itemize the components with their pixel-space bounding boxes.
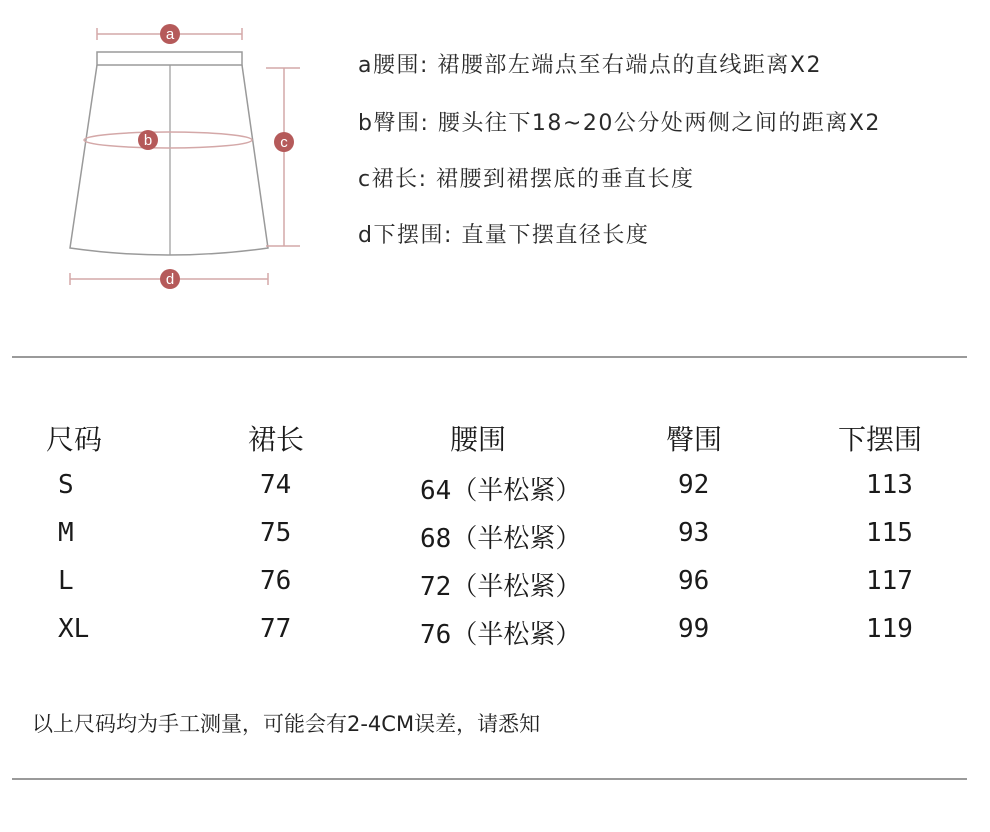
legend-separator: : — [420, 111, 430, 136]
divider-top — [12, 356, 967, 358]
legend-label: b臀围 — [358, 111, 421, 136]
header-hem: 下摆围 — [838, 423, 923, 456]
header-size: 尺码 — [46, 423, 103, 456]
legend-separator: : — [443, 223, 453, 248]
cell-hem: 113 — [866, 470, 913, 500]
cell-waist — [420, 518, 581, 555]
header-waist: 腰围 — [450, 423, 507, 456]
cell-size: XL — [58, 614, 90, 644]
legend-label: a腰围 — [358, 53, 420, 78]
cell-waist-value: 76 — [420, 620, 452, 650]
cell-length: 74 — [260, 470, 292, 500]
legend-label: d下摆围 — [358, 223, 444, 248]
cell-waist-value: 68 — [420, 524, 452, 554]
legend-separator: : — [419, 53, 429, 78]
skirt-diagram-svg — [0, 0, 340, 320]
cell-size: L — [58, 566, 74, 596]
hip-measure-ellipse — [84, 132, 252, 148]
cell-waist-value: 64 — [420, 476, 452, 506]
header-hip: 臀围 — [666, 423, 723, 456]
cell-hip: 93 — [678, 518, 710, 548]
marker-b-label: b — [143, 132, 153, 149]
cell-waist — [420, 614, 581, 651]
marker-a-label: a — [165, 26, 175, 43]
cell-hem: 117 — [866, 566, 913, 596]
cell-hip: 99 — [678, 614, 710, 644]
legend-item-c — [358, 162, 695, 193]
cell-waist-note: （半松紧） — [451, 572, 582, 602]
cell-waist-note: （半松紧） — [451, 524, 582, 554]
cell-waist-note: （半松紧） — [451, 620, 582, 650]
legend-item-d — [358, 218, 649, 249]
cell-length: 75 — [260, 518, 292, 548]
waistband-outline — [97, 52, 242, 65]
cell-waist — [420, 470, 581, 507]
cell-hem: 119 — [866, 614, 913, 644]
cell-hip: 92 — [678, 470, 710, 500]
cell-waist-value: 72 — [420, 572, 452, 602]
legend-item-a — [358, 48, 822, 79]
skirt-diagram — [0, 0, 340, 320]
cell-size: S — [58, 470, 74, 500]
cell-hip: 96 — [678, 566, 710, 596]
legend-separator: : — [418, 167, 428, 192]
legend-label: c裙长 — [358, 167, 419, 192]
header-length: 裙长 — [248, 423, 305, 456]
cell-waist — [420, 566, 581, 603]
cell-length: 76 — [260, 566, 292, 596]
cell-size: M — [58, 518, 74, 548]
legend-description: 直量下摆直径长度 — [461, 223, 650, 248]
legend-item-b — [358, 106, 881, 137]
measurement-note: 以上尺码均为手工测量，可能会有2-4CM误差，请悉知 — [32, 712, 541, 736]
cell-waist-note: （半松紧） — [451, 476, 582, 506]
legend-description: 腰头往下18~20公分处两侧之间的距离X2 — [437, 111, 881, 136]
cell-hem: 115 — [866, 518, 913, 548]
legend-description: 裙腰到裙摆底的垂直长度 — [436, 167, 695, 192]
divider-bottom — [12, 778, 967, 780]
skirt-body-outline — [70, 65, 268, 255]
cell-length: 77 — [260, 614, 292, 644]
marker-c-label: c — [280, 134, 288, 151]
legend-description: 裙腰部左端点至右端点的直线距离X2 — [437, 53, 822, 78]
marker-d-label: d — [165, 271, 175, 288]
